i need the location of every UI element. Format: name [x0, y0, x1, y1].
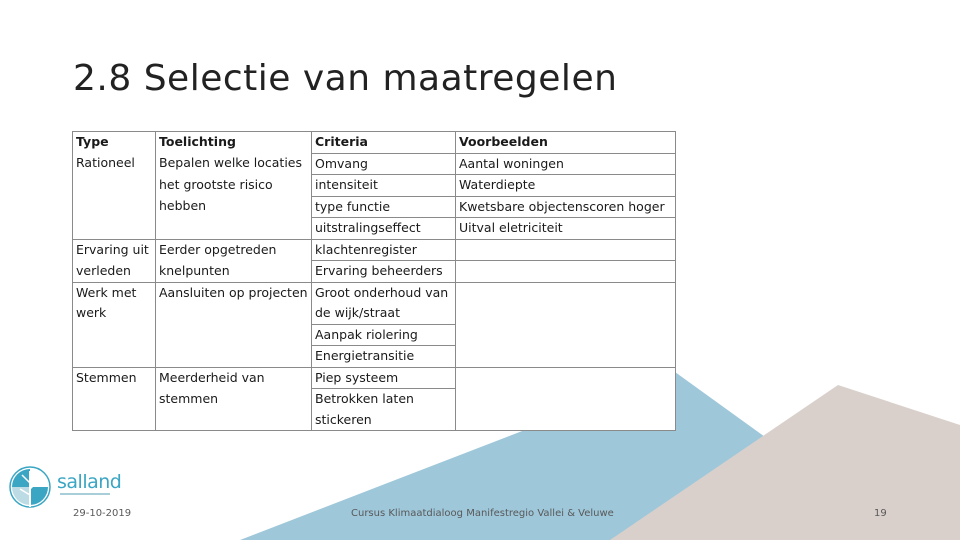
cell-type: Werk met	[73, 282, 156, 303]
table-row	[73, 196, 676, 218]
cell-toelichting: Meerderheid van	[156, 367, 312, 389]
cell-voorbeelden: Kwetsbare objectenscoren hoger	[456, 196, 676, 218]
header-toelichting: Toelichting	[156, 132, 312, 154]
slide-title: 2.8 Selectie van maatregelen	[73, 58, 618, 99]
cell-toelichting: knelpunten	[156, 261, 312, 283]
table-row	[73, 153, 676, 175]
logo-underline	[60, 493, 110, 495]
cell-type: Rationeel	[73, 153, 156, 175]
cell-toelichting: het grootste risico	[156, 175, 312, 197]
cell-criteria: Piep systeem	[312, 367, 456, 389]
cell-criteria: uitstralingseffect	[312, 218, 456, 240]
cell-voorbeelden: Waterdiepte	[456, 175, 676, 197]
cell-criteria: Energietransitie	[312, 346, 456, 368]
cell-toelichting: Aansluiten op projecten	[156, 282, 312, 303]
table-row	[73, 324, 676, 346]
cell-type: werk	[73, 303, 156, 324]
cell-criteria: klachtenregister	[312, 239, 456, 261]
cell-toelichting: stemmen	[156, 389, 312, 410]
cell-type: verleden	[73, 261, 156, 283]
cell-criteria: stickeren	[312, 410, 456, 431]
table-row	[73, 218, 676, 240]
cell-criteria: de wijk/straat	[312, 303, 456, 324]
cell-type: Ervaring uit	[73, 239, 156, 261]
table-row	[73, 303, 676, 324]
table-row	[73, 410, 676, 431]
cell-voorbeelden: Aantal woningen	[456, 153, 676, 175]
footer-date: 29-10-2019	[73, 508, 132, 519]
header-voorbeelden: Voorbeelden	[456, 132, 676, 154]
table-row	[73, 175, 676, 197]
cell-criteria: Omvang	[312, 153, 456, 175]
logo-text: salland	[57, 471, 122, 493]
cell-toelichting: hebben	[156, 196, 312, 218]
table-row	[73, 367, 676, 389]
table-row	[73, 389, 676, 410]
header-type: Type	[73, 132, 156, 154]
cell-criteria: Betrokken laten	[312, 389, 456, 410]
table-row	[73, 132, 676, 154]
footer-course: Cursus Klimaatdialoog Manifestregio Vallei & Veluwe	[351, 508, 614, 519]
table-row	[73, 282, 676, 303]
cell-voorbeelden: Uitval eletriciteit	[456, 218, 676, 240]
header-criteria: Criteria	[312, 132, 456, 154]
cell-criteria: type functie	[312, 196, 456, 218]
cell-toelichting: Eerder opgetreden	[156, 239, 312, 261]
table-row	[73, 346, 676, 368]
cell-criteria: Aanpak riolering	[312, 324, 456, 346]
cell-toelichting: Bepalen welke locaties	[156, 153, 312, 175]
cell-criteria: Groot onderhoud van	[312, 282, 456, 303]
cell-criteria: intensiteit	[312, 175, 456, 197]
cell-type: Stemmen	[73, 367, 156, 389]
page-number: 19	[874, 508, 887, 519]
measures-table	[72, 131, 676, 431]
cell-criteria: Ervaring beheerders	[312, 261, 456, 283]
table-row	[73, 239, 676, 261]
table-row	[73, 261, 676, 283]
